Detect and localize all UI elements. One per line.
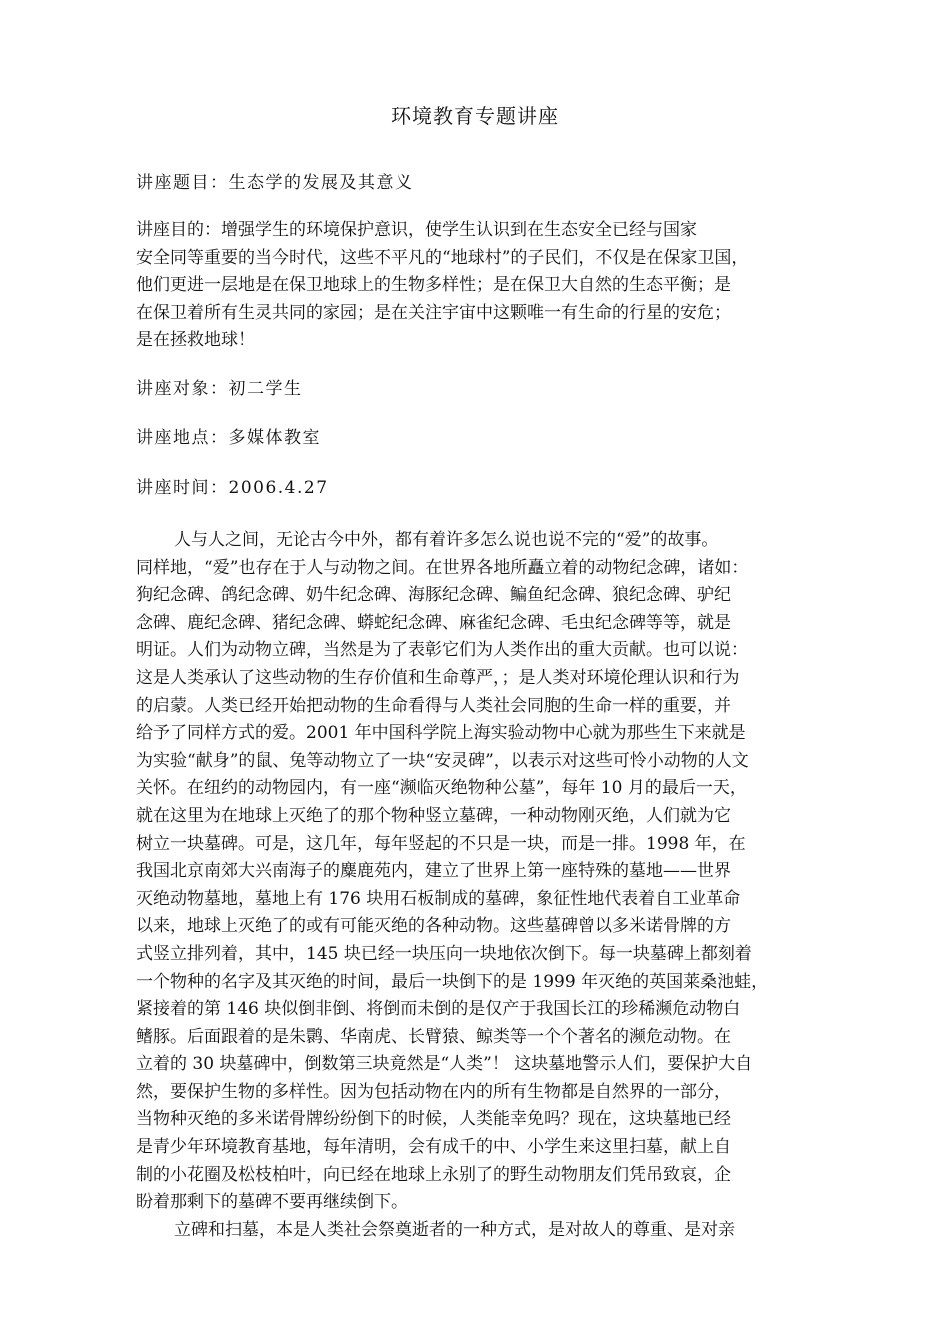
body-line: 关怀。在纽约的动物园内，有一座“濒临灭绝物种公墓”，每年 10 月的最后一天，	[136, 778, 747, 799]
body-line: 灭绝动物墓地，墓地上有 176 块用石板制成的墓碑，象征性地代表着自工业革命	[136, 888, 741, 909]
purpose-line: 在保卫着所有生灵共同的家园；是在关注宇宙中这颗唯一有生命的行星的安危；	[136, 302, 731, 323]
lecture-time: 讲座时间：2006.4.27	[136, 478, 329, 498]
body-line: 式竖立排列着，其中，145 块已经一块压向一块地依次倒下。每一块墓碑上都刻着	[136, 943, 752, 964]
purpose-line: 安全同等重要的当今时代，这些不平凡的“地球村”的子民们，不仅是在保家卫国，	[136, 247, 749, 268]
body-line: 狗纪念碑、鸽纪念碑、奶牛纪念碑、海豚纪念碑、鳊鱼纪念碑、狼纪念碑、驴纪	[136, 585, 731, 606]
purpose-line: 他们更进一层地是在保卫地球上的生物多样性；是在保卫大自然的生态平衡；是	[136, 275, 731, 295]
body-line: 就在这里为在地球上灭绝了的那个物种竖立墓碑，一种动物刚灭绝，人们就为它	[136, 805, 731, 826]
body-line: 给予了同样方式的爱。2001 年中国科学院上海实验动物中心就为那些生下来就是	[136, 723, 746, 744]
body-line: 紧接着的第 146 块似倒非倒、将倒而未倒的是仅产于我国长江的珍稀濒危动物白	[136, 999, 741, 1020]
body-line: 念碑、鹿纪念碑、猪纪念碑、蟒蛇纪念碑、麻雀纪念碑、毛虫纪念碑等等，就是	[136, 612, 731, 633]
body-line: 鳍豚。后面跟着的是朱鹮、华南虎、长臂猿、鲸类等一个个著名的濒危动物。在	[136, 1026, 731, 1047]
lecture-topic: 讲座题目：生态学的发展及其意义	[136, 173, 414, 193]
body-line: 当物种灭绝的多米诺骨牌纷纷倒下的时候，人类能幸免吗？现在，这块墓地已经	[136, 1109, 731, 1130]
body-line: 树立一块墓碑。可是，这几年，每年竖起的不只是一块，而是一排。1998 年，在	[136, 833, 746, 854]
body-paragraphs	[136, 527, 856, 1244]
body-line: 制的小花圈及松枝柏叶，向已经在地球上永别了的野生动物朋友们凭吊致哀，企	[136, 1164, 731, 1185]
body-line: 以来，地球上灭绝了的或有可能灭绝的各种动物。这些墓碑曾以多米诺骨牌的方	[136, 916, 731, 937]
body-line: 同样地，“爱”也存在于人与动物之间。在世界各地所矗立着的动物纪念碑，诸如：	[136, 557, 749, 578]
body-line: 明证。人们为动物立碑，当然是为了表彰它们为人类作出的重大贡献。也可以说：	[136, 640, 748, 661]
body-line: 为实验“献身”的鼠、兔等动物立了一块“安灵碑”，以表示对这些可怜小动物的人文	[136, 750, 749, 771]
purpose-line: 讲座目的：增强学生的环境保护意识，使学生认识到在生态安全已经与国家	[136, 220, 697, 240]
body-line: 这是人类承认了这些动物的生存价值和生命尊严，；是人类对环境伦理认识和行为	[136, 667, 740, 688]
body-line: 一个物种的名字及其灭绝的时间，最后一块倒下的是 1999 年灭绝的英国莱桑池蛙，	[136, 971, 769, 992]
document-title: 环境教育专题讲座	[391, 104, 559, 128]
purpose-line: 是在拯救地球！	[136, 330, 255, 350]
body-line: 然，要保护生物的多样性。因为包括动物在内的所有生物都是自然界的一部分，	[136, 1081, 731, 1102]
lecture-audience: 讲座对象：初二学生	[136, 379, 303, 399]
body-line: 立着的 30 块墓碑中，倒数第三块竟然是“人类”！ 这块墓地警示人们，要保护大自	[136, 1054, 753, 1075]
body-line: 的启蒙。人类已经开始把动物的生命看得与人类社会同胞的生命一样的重要，并	[136, 695, 731, 716]
body-line: 是青少年环境教育基地，每年清明，会有成千的中、小学生来这里扫墓，献上自	[136, 1137, 731, 1158]
lecture-purpose	[136, 217, 846, 355]
body-line: 立碑和扫墓，本是人类社会祭奠逝者的一种方式，是对故人的尊重、是对亲	[174, 1219, 735, 1240]
body-line: 人与人之间，无论古今中外，都有着许多怎么说也说不完的“爱”的故事。	[174, 530, 719, 550]
body-line: 我国北京南郊大兴南海子的麋鹿苑内，建立了世界上第一座特殊的墓地——世界	[136, 861, 731, 882]
lecture-location: 讲座地点：多媒体教室	[136, 428, 321, 448]
body-line: 盼着那剩下的墓碑不要再继续倒下。	[136, 1192, 408, 1213]
